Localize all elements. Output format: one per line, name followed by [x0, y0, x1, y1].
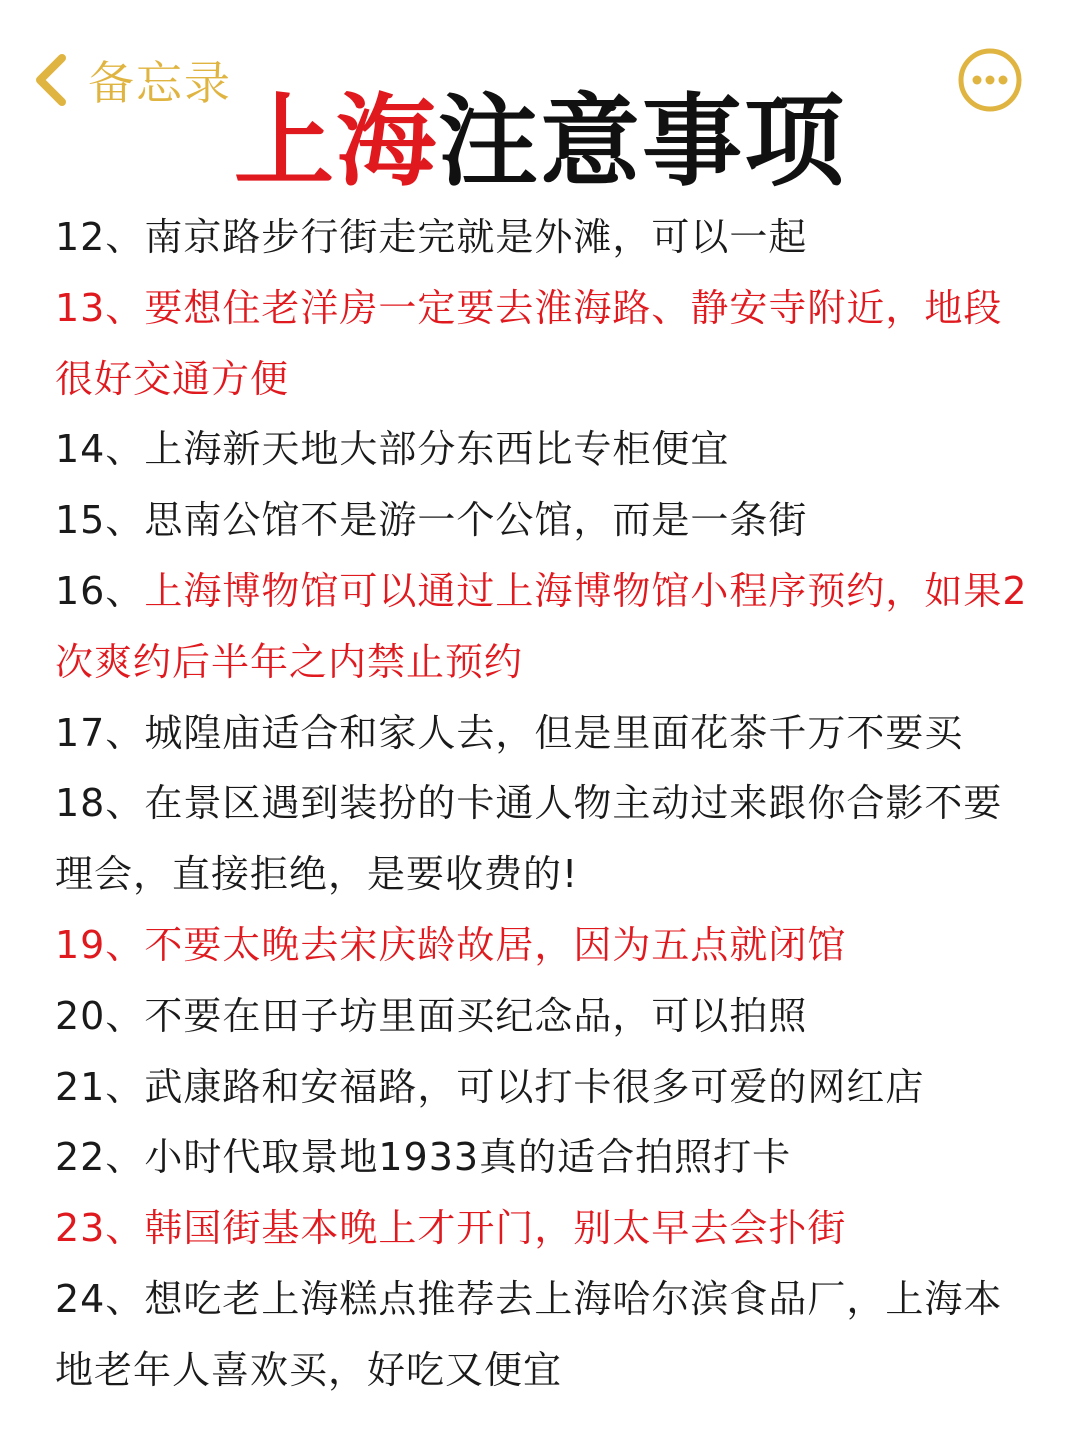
page-title [0, 82, 1080, 202]
list-item [55, 698, 1040, 769]
list-item [55, 485, 1040, 556]
list-item-text: 武康路和安福路，可以打卡很多可爱的网红店 [144, 1064, 925, 1109]
list-item [55, 1264, 1040, 1406]
back-label: 备忘录 [88, 56, 232, 110]
list-item-text: 上海新天地大部分东西比专柜便宜 [144, 427, 730, 472]
list-item [55, 414, 1040, 485]
list-item [55, 1122, 1040, 1193]
list-item-number: 24、 [55, 1276, 145, 1321]
list-item-number: 22、 [55, 1135, 145, 1180]
list-item-number: 17、 [55, 710, 145, 755]
list-item-text: 思南公馆不是游一个公馆，而是一条街 [144, 498, 808, 543]
list-item [55, 910, 1040, 981]
list-item-text: 不要在田子坊里面买纪念品，可以拍照 [144, 993, 808, 1038]
list-item-text: 韩国街基本晚上才开门，别太早去会扑街 [144, 1206, 847, 1251]
list-item-text: 在景区遇到装扮的卡通人物主动过来跟你合影不要理会，直接拒绝，是要收费的! [55, 781, 1003, 897]
list-item-number: 12、 [55, 215, 145, 259]
list-item [55, 981, 1040, 1052]
list-item-text: 要想住老洋房一定要去淮海路、静安寺附近，地段很好交通方便 [55, 285, 1003, 401]
note-list [55, 202, 1040, 1406]
list-item-text: 城隍庙适合和家人去，但是里面花茶千万不要买 [144, 710, 964, 755]
list-item-text: 小时代取景地1933真的适合拍照打卡 [144, 1135, 792, 1180]
list-item-text: 不要太晚去宋庆龄故居，因为五点就闭馆 [144, 922, 847, 967]
list-item-number: 18、 [55, 781, 145, 826]
list-item [55, 1193, 1040, 1264]
list-item [55, 1052, 1040, 1123]
list-item-number: 16、 [55, 568, 145, 613]
list-item [55, 202, 1040, 273]
page-title-highlight: 上海 [234, 83, 438, 200]
list-item-number: 20、 [55, 993, 145, 1038]
list-item-number: 13、 [55, 285, 145, 330]
list-item-text: 想吃老上海糕点推荐去上海哈尔滨食品厂，上海本地老年人喜欢买，好吃又便宜 [55, 1276, 1003, 1392]
list-item-text: 南京路步行街走完就是外滩，可以一起 [144, 215, 808, 259]
list-item-number: 14、 [55, 427, 145, 472]
list-item-number: 21、 [55, 1064, 145, 1109]
list-item-number: 19、 [55, 922, 145, 967]
page-title-main: 注意事项 [438, 83, 846, 200]
list-item-number: 23、 [55, 1206, 145, 1251]
list-item [55, 273, 1040, 415]
list-item [55, 768, 1040, 910]
list-item-number: 15、 [55, 498, 145, 543]
list-item [55, 556, 1040, 698]
list-item-text: 上海博物馆可以通过上海博物馆小程序预约，如果2次爽约后半年之内禁止预约 [55, 568, 1028, 684]
